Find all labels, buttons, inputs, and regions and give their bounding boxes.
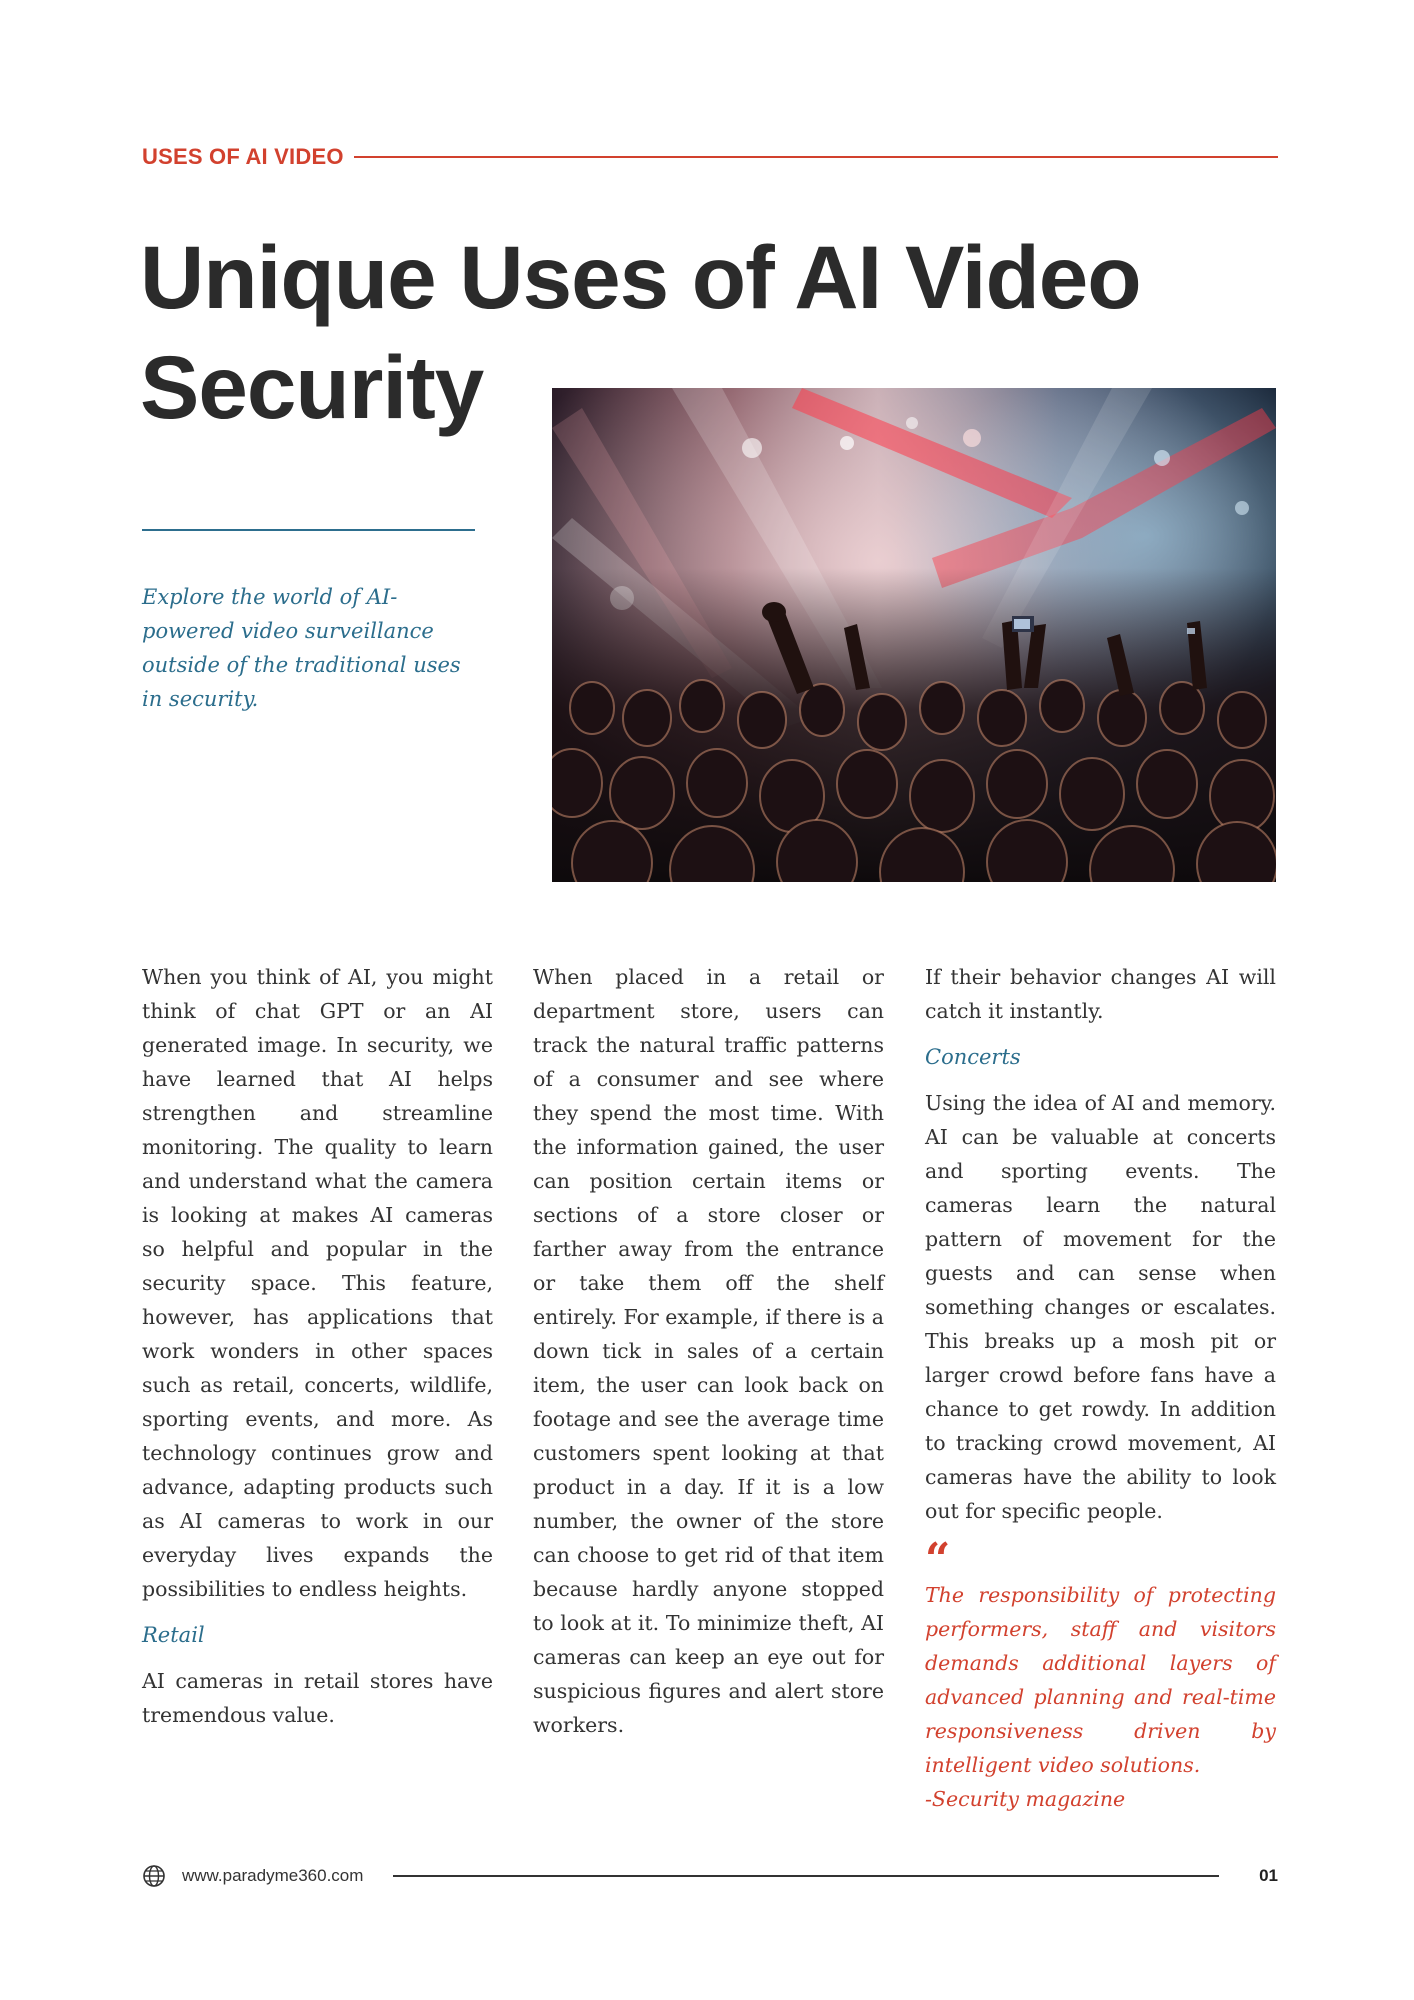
section-eyebrow xyxy=(142,141,1278,173)
article-column-1 xyxy=(142,960,493,1732)
column1-paragraph-1: When you think of AI, you might think of chat GPT or an AI generated image. In security, we have learned that AI helps strengthen and streamline monitoring. The quality to learn and understand what the camera is looking at makes AI cameras so helpful and popular in the security space. This feature, however, has applications that work wonders in other spaces such as retail, concerts, wildlife, sporting events, and more. As technology continues grow and advance, adapting products such as AI cameras to work in our everyday lives expands the possibilities to endless heights. xyxy=(142,965,493,1601)
quote-source: -Security magazine xyxy=(925,1787,1126,1811)
column1-paragraph-2: AI cameras in retail stores have tremendous value. xyxy=(142,1669,493,1727)
quote-mark-icon: “ xyxy=(925,1534,951,1585)
intro-text: Explore the world of AI-powered video surveillance outside of the traditional uses in security. xyxy=(142,585,461,711)
globe-icon xyxy=(142,1864,166,1888)
title-line-1: Unique Uses of AI Video xyxy=(140,227,1141,327)
footer-website-link[interactable]: www.paradyme360.com xyxy=(182,1866,364,1885)
page-number: 01 xyxy=(1259,1866,1278,1885)
column3-paragraph-2: Using the idea of AI and memory. AI can be valuable at concerts and sporting events. The cameras learn the natural pattern of movement for the guests and can sense when something changes or escalates. This breaks up a mosh pit or larger crowd before fans have a chance to get rowdy. In addition to tracking crowd movement, AI cameras have the ability to look out for specific people. xyxy=(925,1091,1276,1523)
title-line-2: Security xyxy=(140,337,484,437)
article-column-2 xyxy=(533,960,884,1742)
subhead-retail: Retail xyxy=(142,1623,205,1647)
concert-crowd-photo xyxy=(552,388,1276,882)
pull-quote: The responsibility of protecting performers, staff and visitors demands additional layers of advanced planning and real-time responsiveness driven by intelligent video solutions. xyxy=(925,1583,1276,1777)
page-footer xyxy=(142,1862,1278,1890)
intro-divider xyxy=(142,529,475,531)
concert-photo-illustration xyxy=(552,388,1276,882)
column2-paragraph-1: When placed in a retail or department store, users can track the natural traffic patterns of a consumer and see where they spend the most time. With the information gained, the user can position certain items or sections of a store closer or farther away from the entrance or take them off the shelf entirely. For example, if there is a down tick in sales of a certain item, the user can look back on footage and see the average time customers spent looking at that product in a day. If it is a low number, the owner of the store can choose to get rid of that item because hardly anyone stopped to look at it. To minimize theft, AI cameras can keep an eye out for suspicious figures and alert store workers. xyxy=(533,965,884,1737)
article-column-3 xyxy=(925,960,1276,1816)
subhead-concerts: Concerts xyxy=(925,1045,1021,1069)
column3-paragraph-1: If their behavior changes AI will catch it instantly. xyxy=(925,965,1276,1023)
eyebrow-divider xyxy=(354,156,1278,158)
footer-divider xyxy=(393,1875,1219,1877)
eyebrow-label: USES OF AI VIDEO xyxy=(142,144,344,169)
